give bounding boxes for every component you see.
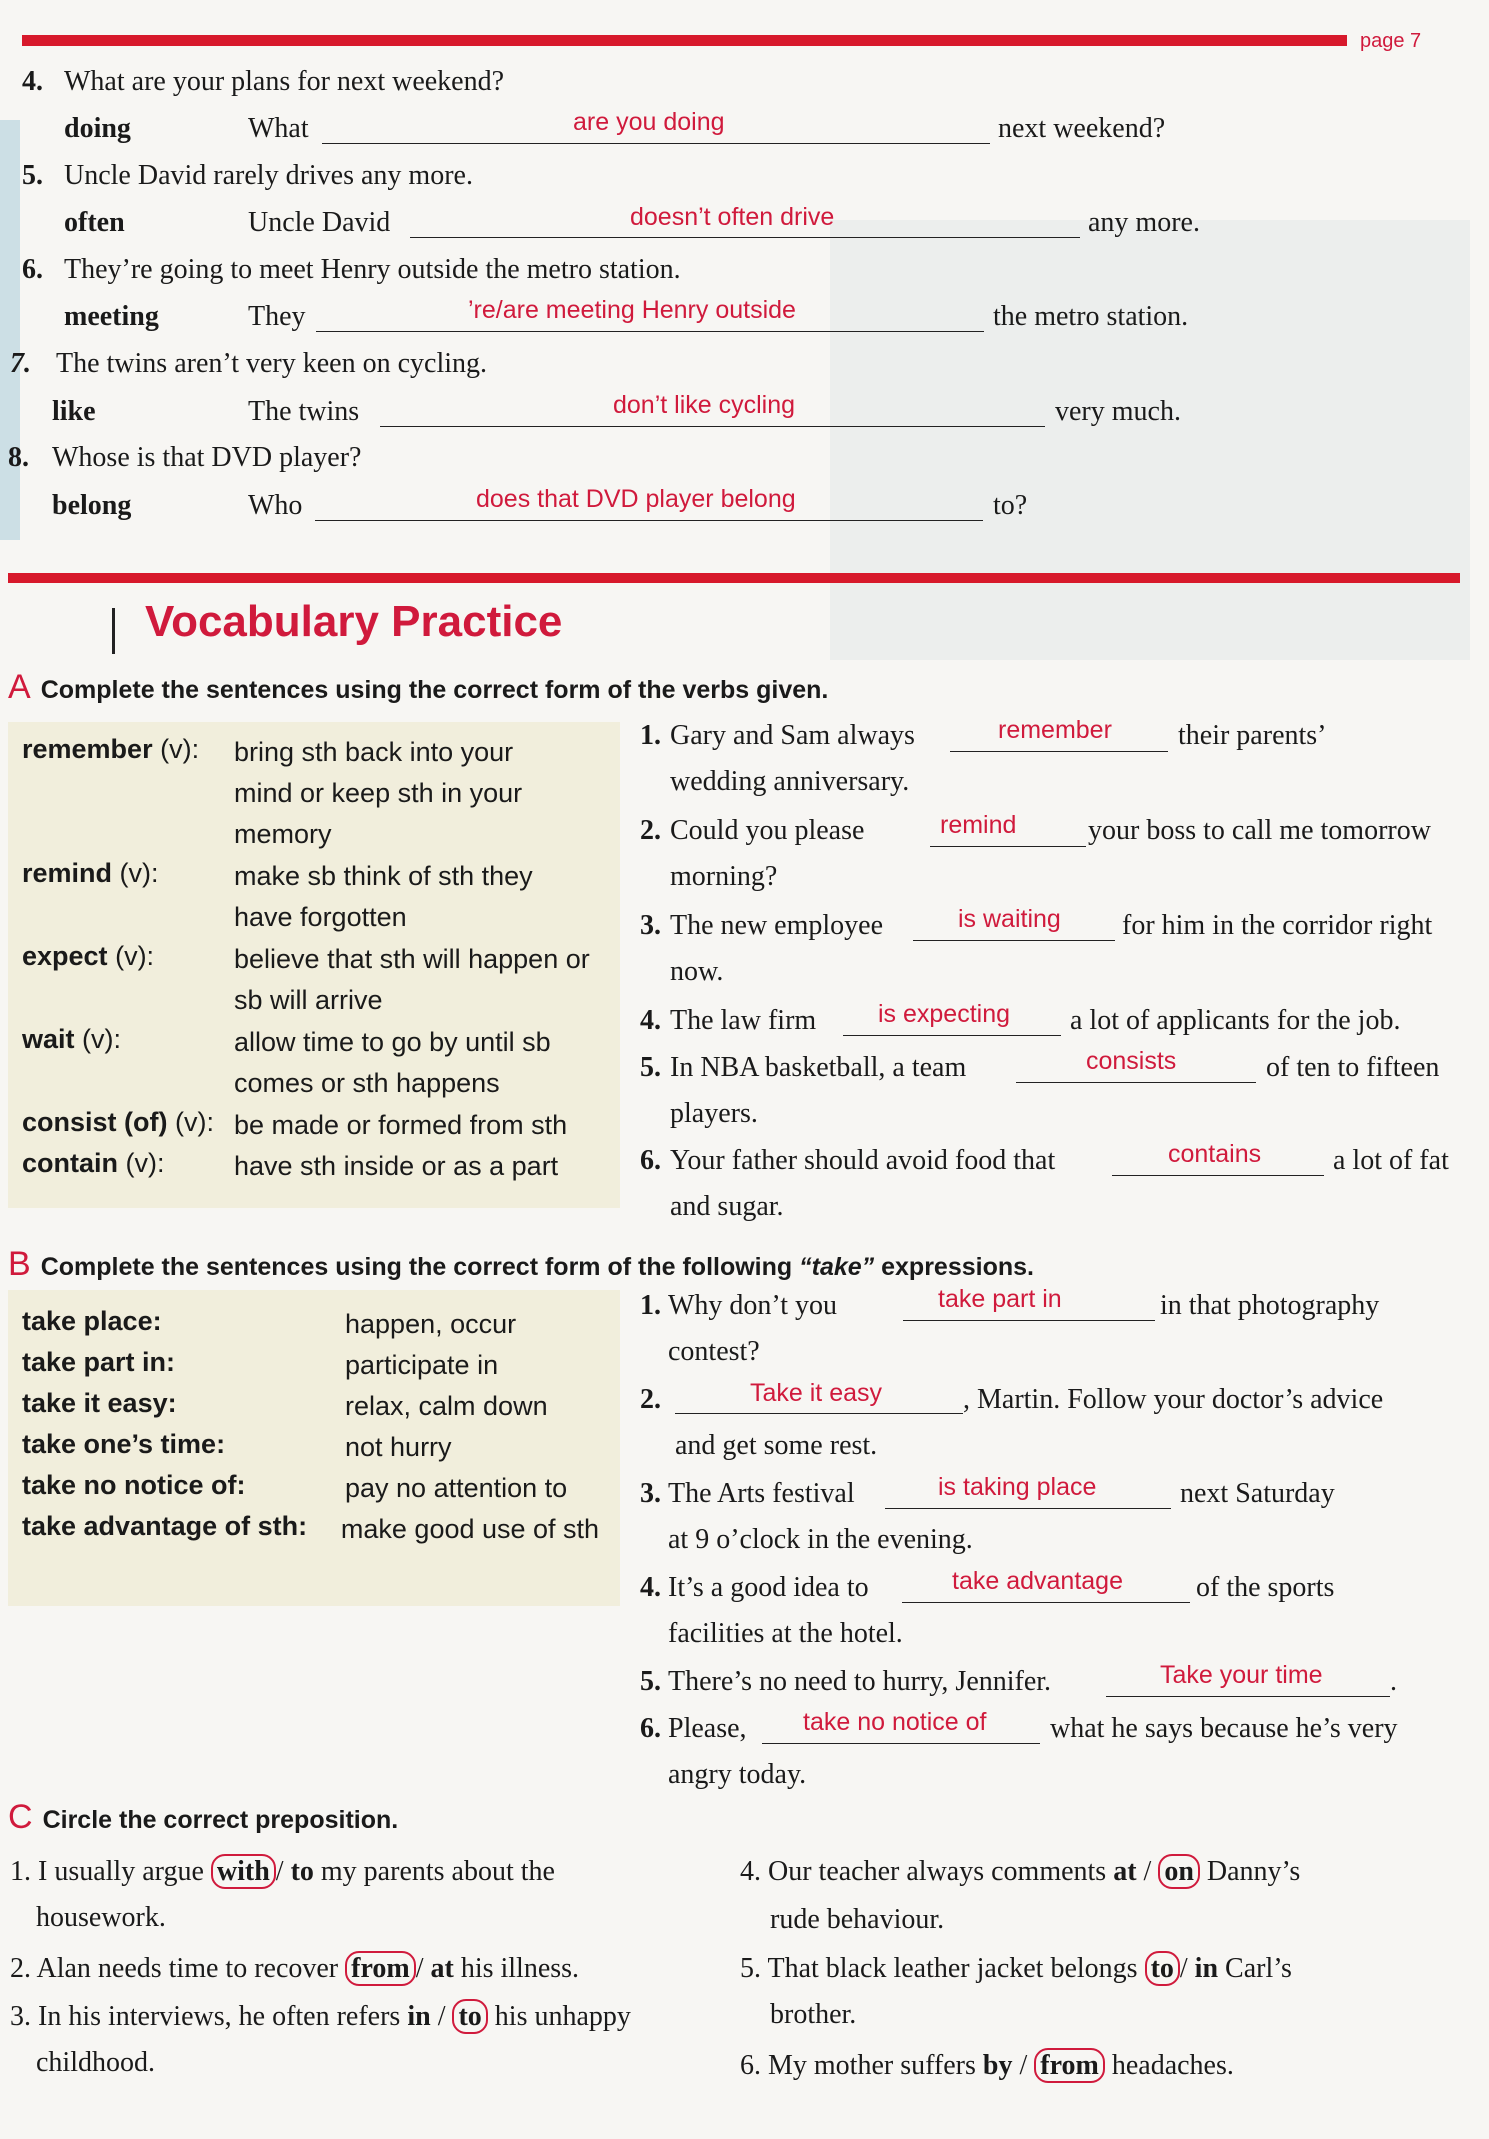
- section-instruction: Circle the correct preposition.: [42, 1806, 399, 1834]
- answer-line: [843, 1035, 1061, 1036]
- exercise-number: 3.: [640, 1478, 661, 1509]
- question-text: What are your plans for next weekend?: [64, 66, 505, 97]
- answer[interactable]: is expecting: [878, 1000, 1011, 1028]
- item-continuation: brother.: [770, 1999, 857, 2030]
- question-text: Uncle David rarely drives any more.: [64, 160, 473, 191]
- preposition-item: 4. Our teacher always comments at / on Danny’s: [740, 1856, 1301, 1887]
- gloss-definition: participate in: [345, 1350, 499, 1380]
- section-instruction: Complete the sentences using the correct form of the verbs given.: [40, 676, 829, 704]
- exercise-number: 5.: [640, 1052, 661, 1083]
- keyword: often: [64, 207, 125, 238]
- answer[interactable]: Take your time: [1160, 1661, 1323, 1689]
- gloss-term: take part in:: [22, 1347, 176, 1377]
- keyword: meeting: [64, 301, 159, 332]
- exercise-continuation: contest?: [668, 1336, 760, 1367]
- item-continuation: childhood.: [36, 2047, 155, 2078]
- suffix: the metro station.: [993, 301, 1189, 332]
- answer-line: [762, 1743, 1040, 1744]
- preposition-item: 3. In his interviews, he often refers in / to his unhappy: [10, 2001, 631, 2032]
- keyword: like: [52, 396, 96, 427]
- preposition-option-selected[interactable]: on: [1158, 1854, 1200, 1889]
- gloss-definition: bring sth back into your mind or keep sth in your memory: [234, 737, 523, 849]
- exercise-after: next Saturday: [1180, 1478, 1335, 1509]
- page-number: page 7: [1360, 30, 1422, 52]
- answer-line: [930, 846, 1086, 847]
- preposition-item: 5. That black leather jacket belongs to / in Carl’s: [740, 1953, 1292, 1984]
- section-instruction-end: expressions.: [881, 1253, 1034, 1281]
- exercise-number: 4.: [640, 1572, 661, 1603]
- preposition-option[interactable]: at: [1113, 1856, 1137, 1887]
- gloss-definition: happen, occur: [345, 1309, 517, 1339]
- section-letter: C: [8, 1798, 33, 1836]
- exercise-number: 3.: [640, 910, 661, 941]
- preposition-option-selected[interactable]: from: [1034, 2048, 1105, 2083]
- preposition-option[interactable]: by: [982, 2050, 1013, 2081]
- answer-line: [315, 520, 983, 521]
- exercise-after: a lot of applicants for the job.: [1070, 1005, 1401, 1036]
- answer[interactable]: contains: [1168, 1140, 1262, 1168]
- answer[interactable]: is taking place: [938, 1473, 1097, 1501]
- exercise-continuation: morning?: [670, 861, 778, 892]
- exercise-number: 5.: [640, 1666, 661, 1697]
- answer[interactable]: does that DVD player belong: [476, 485, 796, 513]
- suffix: any more.: [1088, 207, 1200, 238]
- item-number: 7.: [10, 348, 31, 379]
- gloss-definition: believe that sth will happen or sb will arrive: [234, 944, 590, 1015]
- exercise-number: 2.: [640, 815, 661, 846]
- gloss-term: remind (v):: [22, 858, 159, 888]
- exercise-number: 2.: [640, 1384, 661, 1415]
- preposition-item: 1. I usually argue with / to my parents about the: [10, 1856, 555, 1887]
- exercise-number: 4.: [640, 1005, 661, 1036]
- section-letter: A: [8, 668, 31, 706]
- answer-line: [316, 331, 984, 332]
- exercise-number: 6.: [640, 1145, 661, 1176]
- background-bleed-through: [830, 220, 1470, 660]
- gloss-term: expect (v):: [22, 941, 155, 971]
- answer-line: [675, 1413, 963, 1414]
- answer[interactable]: Take it easy: [750, 1379, 883, 1407]
- section-instruction-emphasis: “take”: [799, 1253, 875, 1281]
- suffix: next weekend?: [998, 113, 1166, 144]
- item-number: 6.: [22, 254, 43, 285]
- gloss-term: consist (of) (v):: [22, 1107, 214, 1137]
- exercise-before: Gary and Sam always: [670, 720, 915, 751]
- exercise-after: your boss to call me tomorrow: [1088, 815, 1431, 846]
- gloss-definition: be made or formed from sth: [234, 1110, 568, 1140]
- question-text: They’re going to meet Henry outside the metro station.: [64, 254, 681, 285]
- exercise-before: The law firm: [670, 1005, 817, 1036]
- exercise-continuation: wedding anniversary.: [670, 766, 910, 797]
- background-bleed-through-left: [0, 120, 20, 540]
- gloss-term: take advantage of sth:: [22, 1511, 308, 1541]
- preposition-option-selected[interactable]: to: [452, 1999, 487, 2034]
- answer[interactable]: don’t like cycling: [613, 391, 796, 419]
- section-c-heading: [8, 1798, 398, 1837]
- exercise-before: Your father should avoid food that: [670, 1145, 1056, 1176]
- item-continuation: rude behaviour.: [770, 1904, 945, 1935]
- exercise-continuation: facilities at the hotel.: [668, 1618, 903, 1649]
- exercise-after: of the sports: [1196, 1572, 1335, 1603]
- gloss-definition: relax, calm down: [345, 1391, 548, 1421]
- answer[interactable]: remember: [998, 716, 1112, 744]
- answer[interactable]: is waiting: [958, 905, 1061, 933]
- item-number: 5.: [22, 160, 43, 191]
- answer-line: [410, 237, 1080, 238]
- gloss-term: take it easy:: [22, 1388, 177, 1418]
- suffix: to?: [993, 490, 1028, 521]
- answer[interactable]: doesn’t often drive: [630, 203, 835, 231]
- question-text: The twins aren’t very keen on cycling.: [56, 348, 488, 379]
- answer[interactable]: take part in: [938, 1285, 1062, 1313]
- gloss-term: take one’s time:: [22, 1429, 226, 1459]
- prefix: Uncle David: [248, 207, 391, 238]
- exercise-continuation: and sugar.: [670, 1191, 784, 1222]
- exercise-before: The new employee: [670, 910, 884, 941]
- exercise-before: It’s a good idea to: [668, 1572, 869, 1603]
- gloss-term: remember (v):: [22, 734, 200, 764]
- gloss-definition: pay no attention to: [345, 1473, 568, 1503]
- question-text: Whose is that DVD player?: [52, 442, 362, 473]
- top-red-bar: [22, 35, 1347, 46]
- answer[interactable]: take advantage: [952, 1567, 1123, 1595]
- keyword: doing: [64, 113, 131, 144]
- preposition-item: 2. Alan needs time to recover from / at his illness.: [10, 1953, 580, 1984]
- gloss-definition: have sth inside or as a part: [234, 1151, 559, 1181]
- answer[interactable]: are you doing: [573, 108, 725, 136]
- preposition-item: 6. My mother suffers by / from headaches.: [740, 2050, 1234, 2081]
- gloss-term: take no notice of:: [22, 1470, 246, 1500]
- exercise-before: In NBA basketball, a team: [670, 1052, 967, 1083]
- section-a-heading: [8, 668, 828, 707]
- item-number: 4.: [22, 66, 43, 97]
- exercise-before: Could you please: [670, 815, 865, 846]
- suffix: very much.: [1055, 396, 1181, 427]
- exercise-after: for him in the corridor right: [1122, 910, 1433, 941]
- answer[interactable]: ’re/are meeting Henry outside: [468, 296, 796, 324]
- preposition-option[interactable]: to: [290, 1856, 314, 1887]
- preposition-option[interactable]: in: [1194, 1953, 1219, 1984]
- item-number: 8.: [8, 442, 29, 473]
- exercise-before: The Arts festival: [668, 1478, 855, 1509]
- exercise-number: 1.: [640, 1290, 661, 1321]
- exercise-continuation: and get some rest.: [675, 1430, 878, 1461]
- gloss-definition: not hurry: [345, 1432, 452, 1462]
- prefix: What: [248, 113, 309, 144]
- exercise-continuation: players.: [670, 1098, 758, 1129]
- answer-line: [902, 1602, 1190, 1603]
- gloss-term: contain (v):: [22, 1148, 165, 1178]
- section-b-heading: [8, 1245, 1034, 1284]
- answer-line: [950, 751, 1168, 752]
- gloss-definition: make sb think of sth they have forgotten: [234, 861, 533, 932]
- answer[interactable]: take no notice of: [803, 1708, 987, 1736]
- answer-line: [913, 940, 1115, 941]
- exercise-continuation: at 9 o’clock in the evening.: [668, 1524, 973, 1555]
- answer[interactable]: remind: [940, 811, 1017, 839]
- prefix: They: [248, 301, 306, 332]
- keyword: belong: [52, 490, 132, 521]
- exercise-before: Why don’t you: [668, 1290, 838, 1321]
- exercise-before: Please,: [668, 1713, 747, 1744]
- answer-line: [322, 143, 990, 144]
- answer-line: [1106, 1696, 1390, 1697]
- answer-line: [885, 1508, 1171, 1509]
- gloss-definition: make good use of sth: [340, 1514, 600, 1544]
- section-instruction: Complete the sentences using the correct form of the following: [40, 1253, 793, 1281]
- exercise-before: There’s no need to hurry, Jennifer.: [668, 1666, 1052, 1697]
- preposition-option-selected[interactable]: from: [345, 1951, 416, 1986]
- exercise-continuation: now.: [670, 956, 724, 987]
- answer-line: [1016, 1082, 1256, 1083]
- exercise-after: , Martin. Follow your doctor’s advice: [963, 1384, 1384, 1415]
- exercise-after: of ten to fifteen: [1266, 1052, 1440, 1083]
- preposition-option-selected[interactable]: to: [1145, 1951, 1180, 1986]
- preposition-option[interactable]: in: [407, 2001, 431, 2032]
- gloss-term: take place:: [22, 1306, 162, 1336]
- exercise-after: their parents’: [1178, 720, 1327, 751]
- prefix: The twins: [248, 396, 360, 427]
- vocab-title: Vocabulary Practice: [145, 597, 563, 646]
- answer-line: [903, 1320, 1155, 1321]
- prefix: Who: [248, 490, 303, 521]
- section-divider-bar: [8, 573, 1460, 583]
- section-letter: B: [8, 1245, 31, 1283]
- exercise-number: 1.: [640, 720, 661, 751]
- exercise-continuation: angry today.: [668, 1759, 807, 1790]
- answer-line: [380, 426, 1045, 427]
- exercise-after: what he says because he’s very: [1050, 1713, 1398, 1744]
- exercise-after: in that photography: [1160, 1290, 1380, 1321]
- gloss-definition: allow time to go by until sb comes or sth happens: [234, 1027, 551, 1098]
- preposition-option-selected[interactable]: with: [211, 1854, 276, 1889]
- gloss-term: wait (v):: [22, 1024, 122, 1054]
- item-continuation: housework.: [36, 1902, 166, 1933]
- vocab-title-marker: [112, 608, 115, 654]
- exercise-after: .: [1390, 1666, 1397, 1697]
- exercise-number: 6.: [640, 1713, 661, 1744]
- exercise-after: a lot of fat: [1333, 1145, 1449, 1176]
- answer[interactable]: consists: [1086, 1047, 1177, 1075]
- answer-line: [1112, 1175, 1324, 1176]
- preposition-option[interactable]: at: [430, 1953, 454, 1984]
